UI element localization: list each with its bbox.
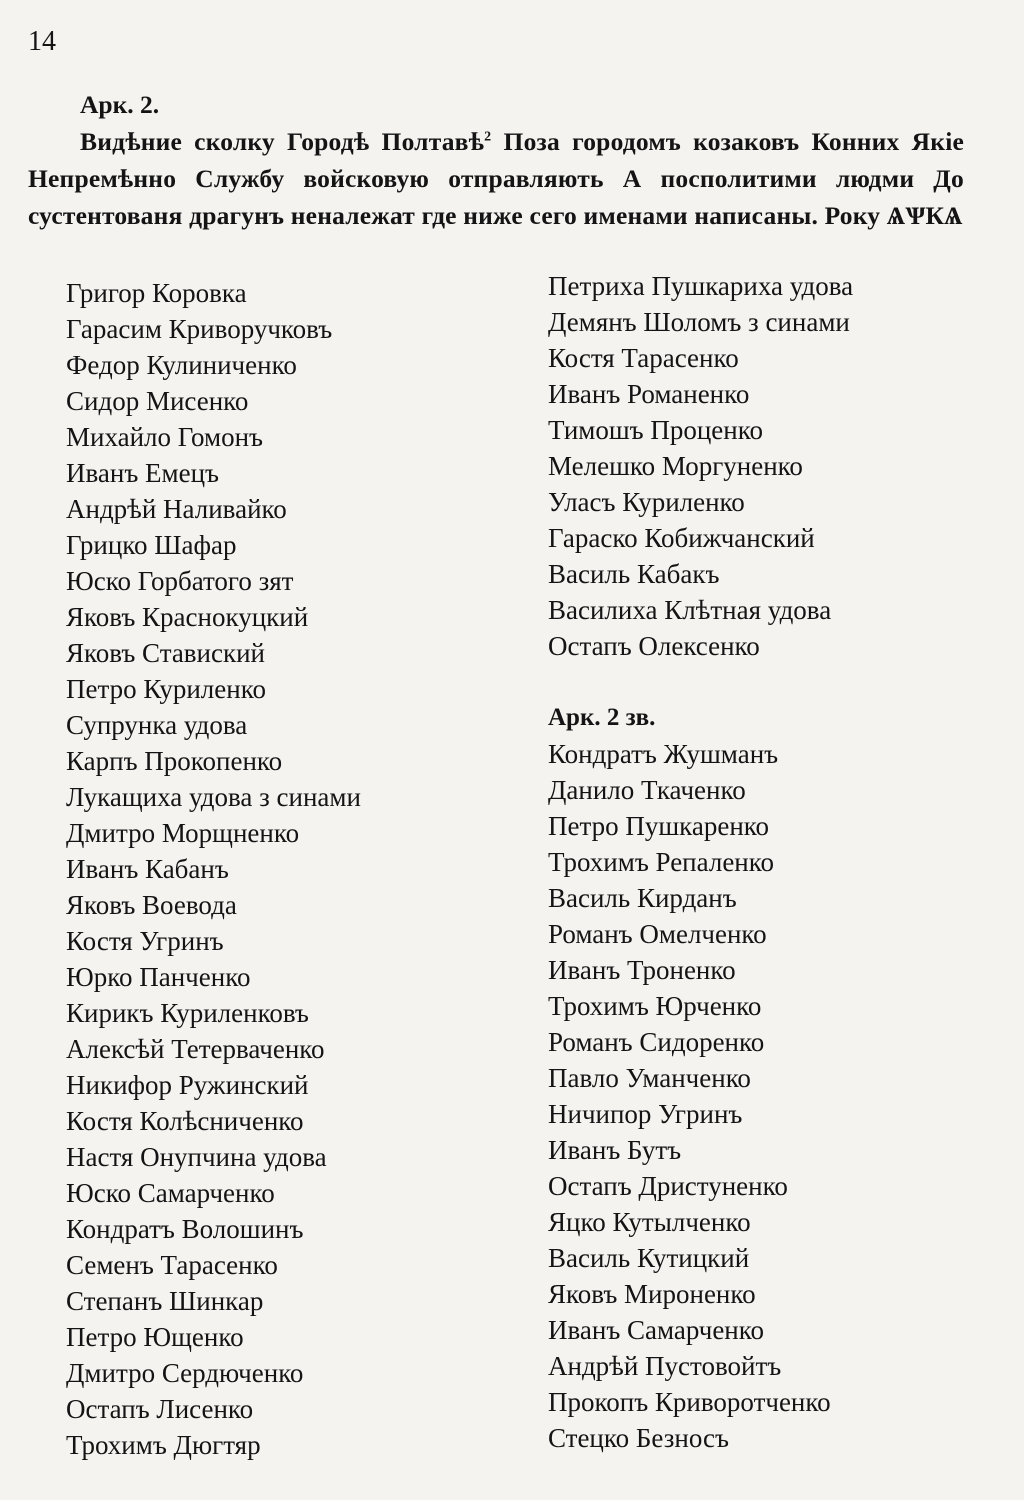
name-entry: Василиха Клѣтная удова	[548, 595, 832, 625]
name-entry: Иванъ Бутъ	[548, 1135, 682, 1165]
page-number: 14	[28, 26, 56, 57]
name-entry: Яковъ Мироненко	[548, 1279, 756, 1309]
name-entry: Павло Уманченко	[548, 1063, 751, 1093]
name-entry: Романъ Омелченко	[548, 919, 767, 949]
name-entry: Степанъ Шинкар	[66, 1286, 264, 1316]
name-entry: Костя Тарасенко	[548, 343, 739, 373]
name-entry: Иванъ Емецъ	[66, 458, 220, 488]
name-entry: Юско Самарченко	[66, 1178, 275, 1208]
name-entry: Кондратъ Волошинъ	[66, 1214, 304, 1244]
name-entry: Ничипор Угринъ	[548, 1099, 743, 1129]
title-part-2: Поза городомъ козаковъ Конних Якіе Непремѣнно Службу войсковую отправляють А посполитими людми До сустентованя драгунъ неналежат где ниже сего именами написаны. Року ѦѰКѦ	[28, 127, 964, 230]
footnote-mark: 2	[484, 129, 492, 145]
name-entry: Яковъ Краснокуцкий	[66, 602, 309, 632]
name-entry: Юрко Панченко	[66, 962, 251, 992]
section-label: Арк. 2 зв.	[548, 704, 656, 731]
name-entry: Костя Колѣсниченко	[66, 1106, 304, 1136]
name-entry: Уласъ Куриленко	[548, 487, 745, 517]
name-entry: Карпъ Прокопенко	[66, 746, 283, 776]
name-entry: Остапъ Дристуненко	[548, 1171, 788, 1201]
name-entry: Супрунка удова	[66, 710, 248, 740]
name-entry: Мелешко Моргуненко	[548, 451, 803, 481]
name-entry: Костя Угринъ	[66, 926, 224, 956]
name-entry: Семенъ Тарасенко	[66, 1250, 278, 1280]
name-entry: Настя Онупчина удова	[66, 1142, 327, 1172]
name-entry: Михайло Гомонъ	[66, 422, 263, 452]
name-entry: Петро Ющенко	[66, 1322, 244, 1352]
name-entry: Петриха Пушкариха удова	[548, 271, 854, 301]
name-entry: Иванъ Кабанъ	[66, 854, 229, 884]
name-entry: Юско Горбатого зят	[66, 566, 294, 596]
name-entry: Романъ Сидоренко	[548, 1027, 765, 1057]
title-part-1: Видѣние сколку Городѣ Полтавѣ	[80, 127, 485, 156]
name-entry: Яцко Кутылченко	[548, 1207, 751, 1237]
right-name-column	[548, 268, 988, 1456]
name-entry: Данило Ткаченко	[548, 775, 746, 805]
name-entry: Григор Коровка	[66, 278, 247, 308]
name-entry: Петро Пушкаренко	[548, 811, 770, 841]
name-entry: Остапъ Олексенко	[548, 631, 760, 661]
name-entry: Остапъ Лисенко	[66, 1394, 254, 1424]
name-entry: Грицко Шафар	[66, 530, 237, 560]
name-entry: Кирикъ Куриленковъ	[66, 998, 309, 1028]
name-entry: Петро Куриленко	[66, 674, 266, 704]
name-entry: Сидор Мисенко	[66, 386, 249, 416]
document-title	[28, 123, 964, 234]
name-entry: Яковъ Воевода	[66, 890, 237, 920]
right-name-list-top	[548, 268, 988, 664]
name-entry: Дмитро Сердюченко	[66, 1358, 304, 1388]
name-entry: Федор Кулиниченко	[66, 350, 297, 380]
name-entry: Стецко Безносъ	[548, 1423, 729, 1453]
name-entry: Кондратъ Жушманъ	[548, 739, 779, 769]
name-entry: Тимошъ Проценко	[548, 415, 763, 445]
name-entry: Иванъ Самарченко	[548, 1315, 764, 1345]
name-entry: Василь Кирданъ	[548, 883, 737, 913]
name-entry: Дмитро Морщненко	[66, 818, 300, 848]
name-entry: Гарасим Криворучковъ	[66, 314, 333, 344]
name-entry: Андрѣй Пустовойтъ	[548, 1351, 782, 1381]
name-entry: Трохимъ Дюгтяр	[66, 1430, 261, 1460]
name-entry: Прокопъ Криворотченко	[548, 1387, 831, 1417]
name-entry: Андрѣй Наливайко	[66, 494, 287, 524]
name-entry: Иванъ Романенко	[548, 379, 750, 409]
right-name-list-bottom	[548, 736, 988, 1456]
document-header	[28, 86, 964, 234]
left-name-column	[66, 275, 496, 1463]
name-entry: Трохимъ Репаленко	[548, 847, 775, 877]
name-entry: Алексѣй Тетерваченко	[66, 1034, 325, 1064]
name-entry: Лукащиха удова з синами	[66, 782, 361, 812]
name-entry: Гараско Кобижчанский	[548, 523, 815, 553]
name-entry: Демянъ Шоломъ з синами	[548, 307, 850, 337]
name-entry: Яковъ Ставиский	[66, 638, 266, 668]
sheet-label: Арк. 2.	[80, 90, 160, 119]
left-name-list	[66, 275, 496, 1463]
name-entry: Василь Кабакъ	[548, 559, 720, 589]
name-entry: Трохимъ Юрченко	[548, 991, 762, 1021]
name-entry: Василь Кутицкий	[548, 1243, 750, 1273]
name-entry: Иванъ Троненко	[548, 955, 736, 985]
name-entry: Никифор Ружинский	[66, 1070, 309, 1100]
